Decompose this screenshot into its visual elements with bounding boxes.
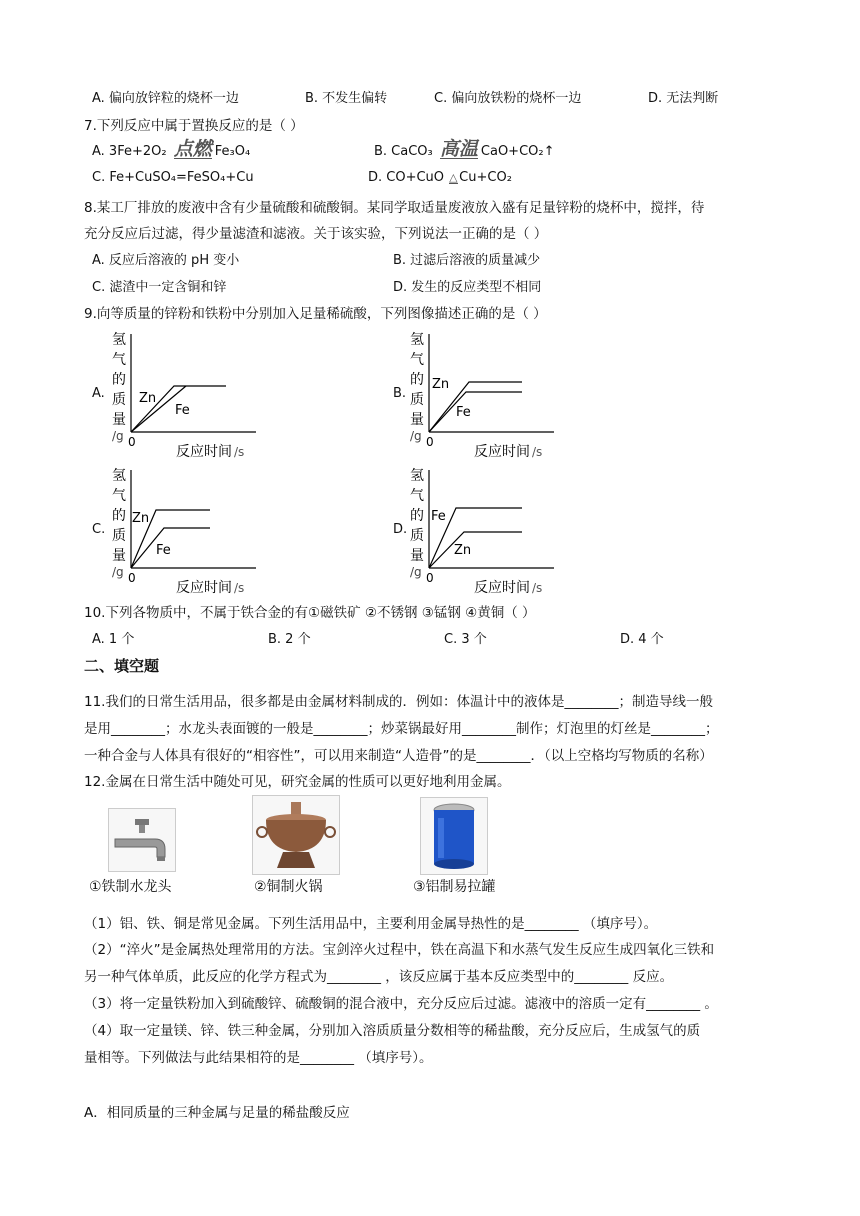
- q7-option-b: [374, 140, 555, 159]
- y-unit: /g: [410, 565, 422, 579]
- y-char: 气: [410, 352, 424, 368]
- q7-option-d: [368, 170, 512, 185]
- pic-label-hotpot: ②铜制火锅: [254, 879, 323, 895]
- q7-option-c: C. Fe+CuSO₄=FeSO₄+Cu: [92, 170, 254, 185]
- origin-label: 0: [128, 435, 136, 449]
- zn-series-label: Zn: [139, 391, 157, 406]
- y-unit: /g: [112, 429, 124, 443]
- q10-option-c: C. 3 个: [444, 632, 487, 647]
- x-axis-label: 反应时间: [176, 580, 232, 596]
- q6-option-b: B. 不发生偏转: [305, 91, 388, 106]
- q7-b-right: CaO+CO₂↑: [480, 144, 555, 159]
- fe-series-label: Fe: [175, 403, 190, 418]
- faucet-image: [108, 808, 176, 872]
- y-char: 气: [112, 352, 126, 368]
- q8-stem-line2: 充分反应后过滤，得少量滤渣和滤液。关于该实验，下列说法一正确的是（ ）: [84, 226, 548, 242]
- q9-stem: 9.向等质量的锌粉和铁粉中分别加入足量稀硫酸，下列图像描述正确的是（ ）: [84, 306, 547, 322]
- y-char: 质: [410, 528, 424, 544]
- q12-part2-line1: （2）“淬火”是金属热处理常用的方法。宝剑淬火过程中，铁在高温下和水蒸气发生反应生成四氧化三铁和: [84, 942, 715, 958]
- q7-a-right: Fe₃O₄: [214, 144, 251, 159]
- q11-line1: 11.我们的日常生活用品，很多都是由金属材料制成的．例如：体温计中的液体是________；制造导线一般: [84, 694, 713, 710]
- y-axis-label: [410, 332, 424, 443]
- q12-part4-line2: 量相等。下列做法与此结果相符的是________ （填序号）。: [84, 1050, 433, 1066]
- y-char: 气: [410, 488, 424, 504]
- q10-option-a: A. 1 个: [92, 632, 135, 647]
- x-axis-label: 反应时间: [474, 580, 530, 596]
- q12-part4-line1: （4）取一定量镁、锌、铁三种金属，分别加入溶质质量分数相等的稀盐酸，充分反应后，生成氢气的质: [84, 1023, 701, 1039]
- q7-d-left: D. CO+CuO: [368, 170, 449, 185]
- q8-option-b: B. 过滤后溶液的质量减少: [393, 253, 541, 268]
- graph-a-label: A.: [92, 386, 105, 401]
- y-char: 的: [112, 508, 126, 524]
- fe-series-line: [429, 392, 522, 432]
- q12-stem: 12.金属在日常生活中随处可见，研究金属的性质可以更好地利用金属。: [84, 774, 511, 790]
- q7-d-right: Cu+CO₂: [459, 170, 512, 185]
- hotpot-icon: [253, 796, 339, 874]
- y-char: 质: [112, 528, 126, 544]
- q12-part2-line2: 另一种气体单质，此反应的化学方程式为________ ，该反应属于基本反应类型中的________ 反应。: [84, 969, 674, 985]
- origin-label: 0: [128, 571, 136, 585]
- graph-b-label: B.: [393, 386, 407, 401]
- graph-a: [106, 326, 266, 462]
- graph-d-label: D.: [393, 522, 408, 537]
- faucet-icon: [109, 809, 175, 871]
- q6-option-c: C. 偏向放铁粉的烧杯一边: [434, 91, 582, 106]
- q8-option-d: D. 发生的反应类型不相同: [393, 280, 542, 295]
- y-char: 的: [410, 508, 424, 524]
- x-axis-label: 反应时间: [176, 444, 232, 460]
- y-unit: /g: [112, 565, 124, 579]
- q11-line3: 一种合金与人体具有很好的“相容性”，可以用来制造“人造骨”的是________．（以上空格均写物质的名称）: [84, 748, 713, 764]
- x-unit: /s: [532, 581, 543, 595]
- q6-option-d: D. 无法判断: [648, 91, 719, 106]
- graph-c-label: C.: [92, 522, 106, 537]
- origin-label: 0: [426, 571, 434, 585]
- q12-part1: （1）铝、铁、铜是常见金属。下列生活用品中，主要利用金属导热性的是________ （填序号）。: [84, 916, 658, 932]
- y-char: 的: [410, 372, 424, 388]
- q12-option-a: A．相同质量的三种金属与足量的稀盐酸反应: [84, 1105, 350, 1121]
- y-char: 气: [112, 488, 126, 504]
- y-char: 氢: [112, 332, 126, 348]
- y-axis-label: [410, 468, 424, 579]
- q7-b-left: B. CaCO₃: [374, 144, 437, 159]
- q8-stem-line1: 8.某工厂排放的废液中含有少量硫酸和硫酸铜。某同学取适量废液放入盛有足量锌粉的烧杯中，搅拌，待: [84, 200, 705, 216]
- q12-part3: （3）将一定量铁粉加入到硫酸锌、硫酸铜的混合液中，充分反应后过滤。滤液中的溶质一定有________ 。: [84, 996, 718, 1012]
- pic-label-can: ③铝制易拉罐: [413, 879, 496, 895]
- origin-label: 0: [426, 435, 434, 449]
- fe-series-label: Fe: [456, 405, 471, 420]
- y-char: 质: [410, 392, 424, 408]
- y-char: 量: [112, 412, 126, 428]
- y-char: 氢: [410, 332, 424, 348]
- q7-d-condition: △: [449, 171, 458, 184]
- x-unit: /s: [234, 445, 245, 459]
- q10-option-d: D. 4 个: [620, 632, 664, 647]
- graph-b: [404, 326, 564, 462]
- y-char: 量: [410, 412, 424, 428]
- y-axis-label: [112, 332, 126, 443]
- q10-option-b: B. 2 个: [268, 632, 311, 647]
- q10-stem: 10.下列各物质中，不属于铁合金的有①磁铁矿 ②不锈钢 ③锰钢 ④黄铜（ ）: [84, 605, 536, 621]
- can-icon: [421, 798, 487, 874]
- q7-a-left: A. 3Fe+2O₂: [92, 144, 171, 159]
- q8-option-c: C. 滤渣中一定含铜和锌: [92, 280, 227, 295]
- graph-c: [106, 462, 266, 598]
- y-unit: /g: [410, 429, 422, 443]
- y-axis-label: [112, 468, 126, 579]
- fe-series-label: Fe: [156, 543, 171, 558]
- x-unit: /s: [234, 581, 245, 595]
- hotpot-image: [252, 795, 340, 875]
- y-char: 量: [410, 548, 424, 564]
- graph-d: [404, 462, 564, 598]
- q7-option-a: [92, 140, 250, 159]
- zn-series-label: Zn: [132, 511, 150, 526]
- q7-b-condition: 高温: [439, 138, 478, 160]
- zn-series-label: Zn: [454, 543, 472, 558]
- section-heading: 二、填空题: [84, 657, 160, 675]
- x-axis-label: 反应时间: [474, 444, 530, 460]
- q11-line2: 是用________；水龙头表面镀的一般是________；炒菜锅最好用________制作；灯泡里的灯丝是________；: [84, 721, 719, 737]
- y-char: 氢: [410, 468, 424, 484]
- zn-series-label: Zn: [432, 377, 450, 392]
- y-char: 质: [112, 392, 126, 408]
- fe-series-label: Fe: [431, 509, 446, 524]
- y-char: 量: [112, 548, 126, 564]
- y-char: 的: [112, 372, 126, 388]
- q7-stem: 7.下列反应中属于置换反应的是（ ）: [84, 118, 304, 134]
- x-unit: /s: [532, 445, 543, 459]
- can-image: [420, 797, 488, 875]
- y-char: 氢: [112, 468, 126, 484]
- q7-a-condition: 点燃: [173, 138, 212, 160]
- q8-option-a: A. 反应后溶液的 pH 变小: [92, 253, 240, 268]
- pic-label-faucet: ①铁制水龙头: [89, 879, 172, 895]
- q6-option-a: A. 偏向放锌粒的烧杯一边: [92, 91, 239, 106]
